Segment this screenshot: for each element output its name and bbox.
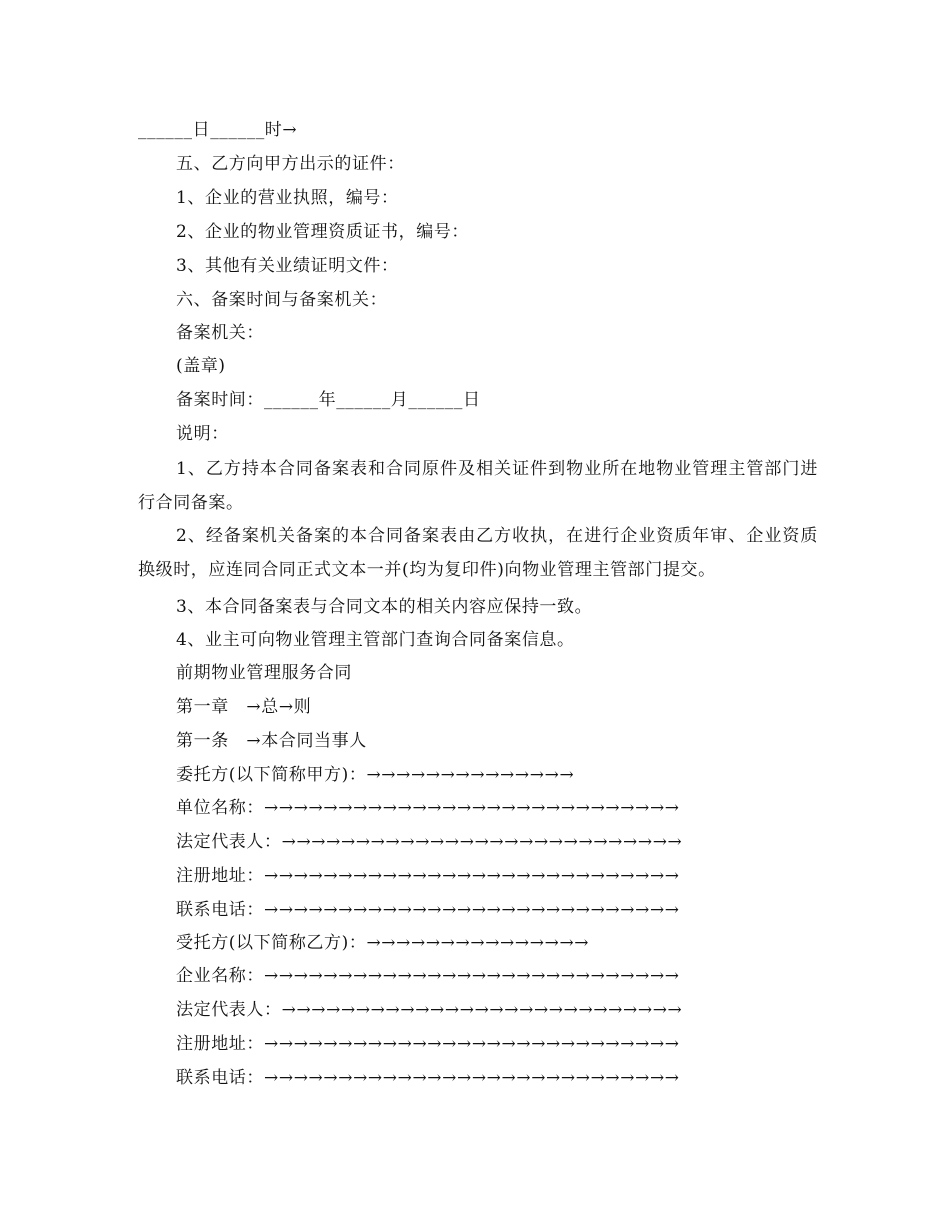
filing-authority-label: 备案机关： [176, 323, 264, 343]
party-a-line: 委托方(以下简称甲方)：→→→→→→→→→→→→→→ [176, 765, 575, 785]
note-paragraph-1: 1、乙方持本合同备案表和合同原件及相关证件到物业所在地物业管理主管部门进行合同备案。 [138, 459, 818, 513]
contract-title: 前期物业管理服务合同 [176, 663, 352, 683]
item-business-license: 1、企业的营业执照，编号： [176, 188, 399, 208]
party-a-registered-address: 注册地址：→→→→→→→→→→→→→→→→→→→→→→→→→→→→ [176, 866, 680, 886]
item-other-documents: 3、其他有关业绩证明文件： [176, 256, 399, 276]
party-b-company-name: 企业名称：→→→→→→→→→→→→→→→→→→→→→→→→→→→→ [176, 966, 680, 986]
section-six-heading: 六、备案时间与备案机关： [176, 290, 388, 310]
party-a-unit-name: 单位名称：→→→→→→→→→→→→→→→→→→→→→→→→→→→→ [176, 798, 680, 818]
party-b-line: 受托方(以下简称乙方)：→→→→→→→→→→→→→→→ [176, 933, 590, 953]
article-one-heading: 第一条 →本合同当事人 [176, 731, 367, 751]
note-item-3: 3、本合同备案表与合同文本的相关内容应保持一致。 [176, 597, 593, 617]
filing-date-line: 备案时间：______年______月______日 [176, 390, 481, 410]
section-five-heading: 五、乙方向甲方出示的证件： [176, 154, 405, 174]
party-b-legal-representative: 法定代表人：→→→→→→→→→→→→→→→→→→→→→→→→→→→ [176, 1000, 683, 1020]
party-a-legal-representative: 法定代表人：→→→→→→→→→→→→→→→→→→→→→→→→→→→ [176, 832, 683, 852]
party-b-phone: 联系电话：→→→→→→→→→→→→→→→→→→→→→→→→→→→→ [176, 1068, 680, 1088]
chapter-one-heading: 第一章 →总→则 [176, 697, 312, 717]
note-paragraph-2: 2、经备案机关备案的本合同备案表由乙方收执，在进行企业资质年审、企业资质换级时，应连同合同正式文本一并(均为复印件)向物业管理主管部门提交。 [138, 526, 818, 580]
item-qualification-certificate: 2、企业的物业管理资质证书，编号： [176, 222, 470, 242]
seal-label: (盖章) [176, 356, 226, 376]
party-a-phone: 联系电话：→→→→→→→→→→→→→→→→→→→→→→→→→→→→ [176, 900, 680, 920]
party-b-registered-address: 注册地址：→→→→→→→→→→→→→→→→→→→→→→→→→→→→ [176, 1034, 680, 1054]
note-item-4: 4、业主可向物业管理主管部门查询合同备案信息。 [176, 630, 575, 650]
notes-heading: 说明： [176, 424, 229, 444]
date-time-line: ______日______时→ [138, 120, 298, 140]
